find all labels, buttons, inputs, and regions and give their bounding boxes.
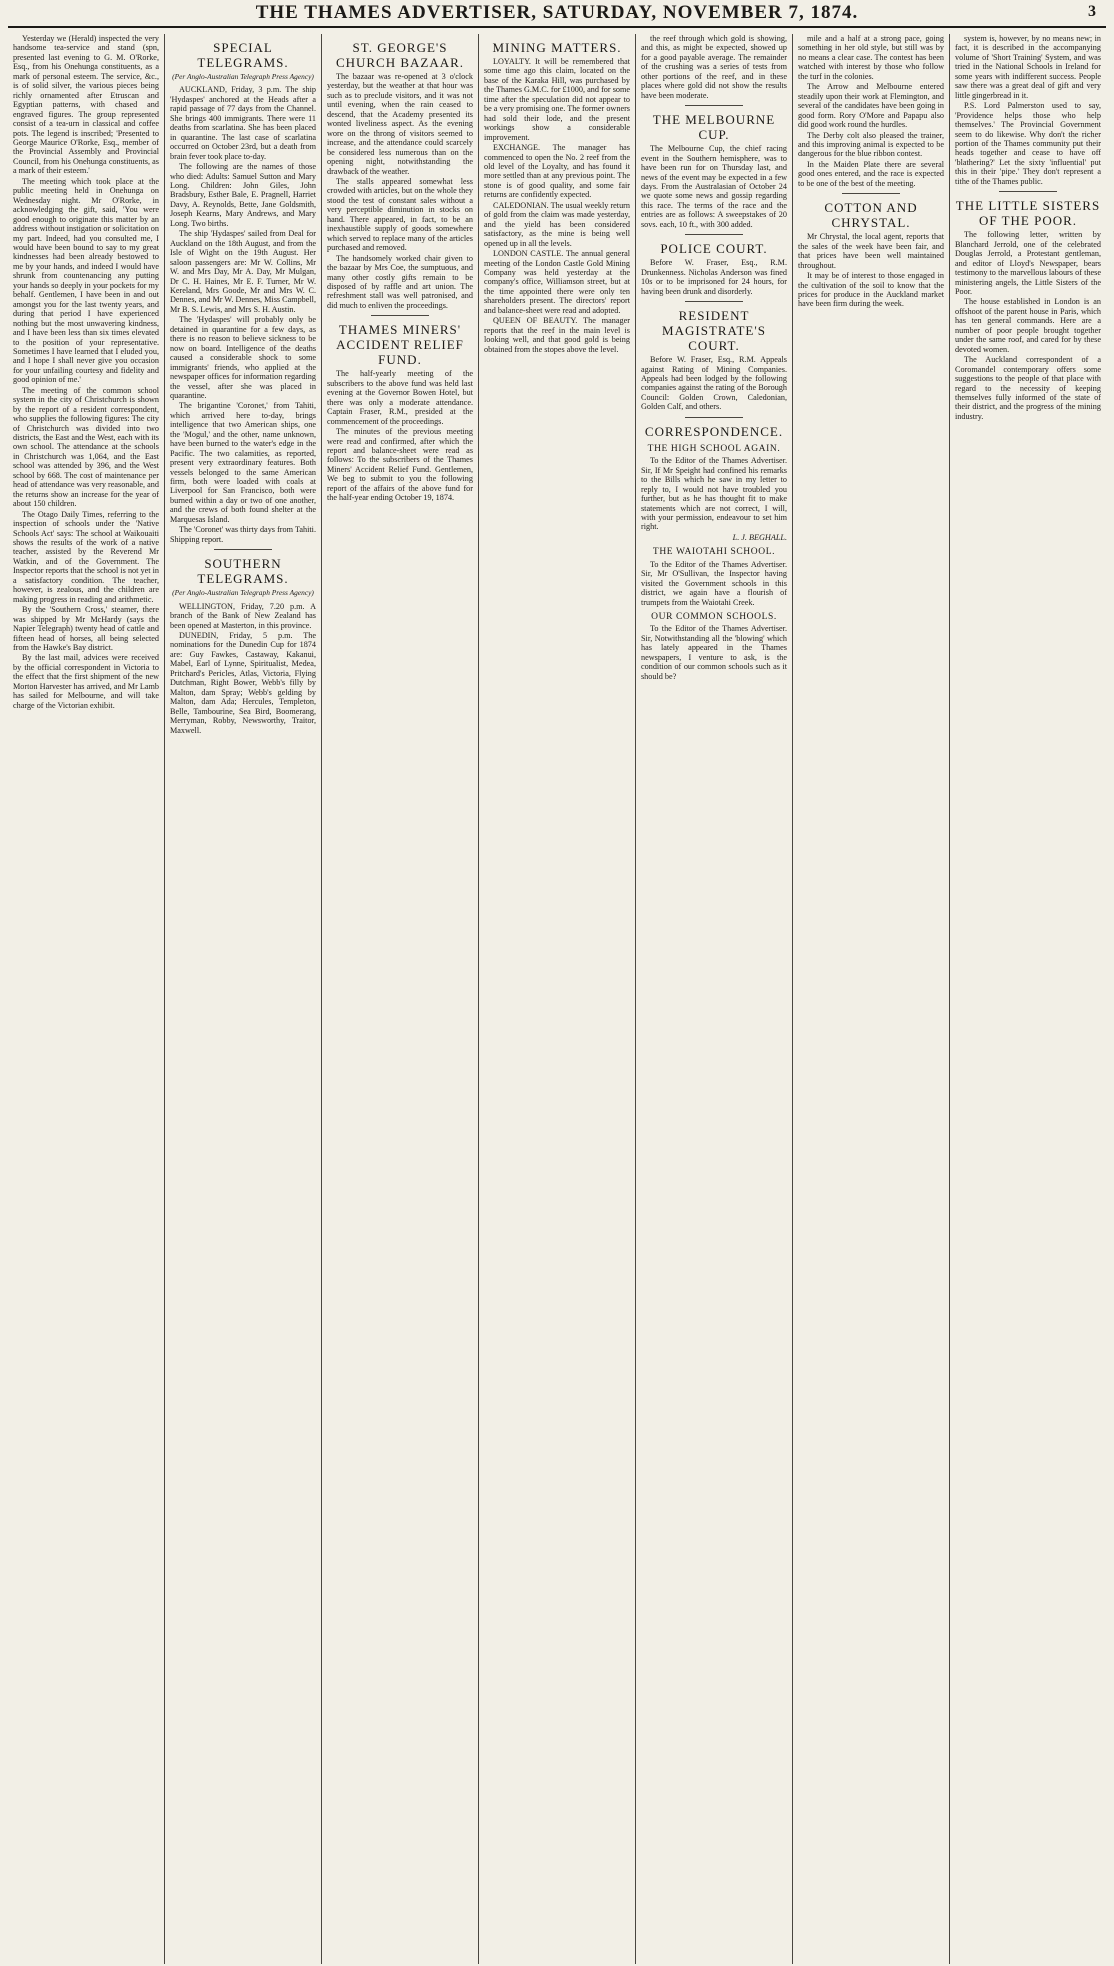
article-paragraph: The minutes of the previous meeting were read and confirmed, after which the report and balance-sheet were read as follows: To the subscribers of the Thames Miners' Accident Relief Fund. Gentlemen, We beg to submit to you the following report of the affairs of the above fund for the half-year ending October 19, 1874.	[327, 427, 473, 503]
article-paragraph: The house established in London is an offshoot of the parent house in Paris, which has ten general commands. Here are a number of poor people brought together under the same roof, and cared for by these devoted women.	[955, 297, 1101, 354]
column-5	[635, 34, 792, 1964]
article-paragraph: The half-yearly meeting of the subscribers to the above fund was held last evening at the Governor Bowen Hotel, but there was only a moderate attendance. Captain Fraser, R.M., presided at the commencement of the proceedings.	[327, 369, 473, 426]
divider	[999, 191, 1057, 192]
article-paragraph: EXCHANGE. The manager has commenced to open the No. 2 reef from the old level of the Loyalty, and has found it more settled than at any previous point. The stone is of good quality, and some fair returns are confidently expected.	[484, 143, 630, 200]
article-paragraph: Mr Chrystal, the local agent, reports that the sales of the week have been fair, and that prices have been well maintained throughout.	[798, 232, 944, 270]
divider	[214, 549, 272, 550]
article-paragraph: WELLINGTON, Friday, 7.20 p.m. A branch of the Bank of New Zealand has been opened at Masterton, in this province.	[170, 601, 316, 630]
article-paragraph: The handsomely worked chair given to the bazaar by Mrs Coe, the sumptuous, and many other costly gifts remain to be disposed of by raffle and art union. The refreshment stall was well patronised, and did much to enliven the proceedings.	[327, 253, 473, 310]
divider	[685, 301, 743, 302]
article-paragraph: The Derby colt also pleased the trainer, and this improving animal is expected to be dangerous for the blue ribbon contest.	[798, 130, 944, 159]
letter-heading: THE WAIOTAHI SCHOOL.	[652, 547, 776, 558]
article-paragraph: AUCKLAND, Friday, 3 p.m. The ship 'Hydaspes' anchored at the Heads after a rapid passage of 77 days from the Channel. She brings 400 immigrants. There were 11 deaths from scarlatina. She has been placed in quarantine. The last case of scarlatina occurred on October 23rd, but a death from brain fever took place to-day.	[170, 85, 316, 161]
article-paragraph: The brigantine 'Coronet,' from Tahiti, which arrived here to-day, brings intelligence that two American ships, one the 'Mogul,' and the other, name unknown, have been burned to the water's edge in the Pacific. The two calamities, as reported, present very extraordinary features. Both vessels belonged to the same American firm, both were loaded with coals at Liverpool for San Francisco, both were burned within a day or two of one another, and the crews of both found shelter at the Marquesas Island.	[170, 401, 316, 524]
article-paragraph: QUEEN OF BEAUTY. The manager reports that the reef in the main level is looking well, and that good gold is being obtained from the stopes above the level.	[484, 316, 630, 354]
article-paragraph: To the Editor of the Thames Advertiser. Sir, If Mr Speight had confined his remarks to the Bills which he saw in my letter to reply to, I would not have troubled you further, but as he has thought fit to make statements which are not correct, I will, with your permission, endeavour to set him right.	[641, 456, 787, 532]
article-paragraph: The 'Hydaspes' will probably only be detained in quarantine for a few days, as there is no reason to believe sickness to be now on board. Intelligence of the deaths caused a considerable shock to some immigrants' friends, who applied at the newspaper offices for information regarding the vessel, after she was placed in quarantine.	[170, 315, 316, 400]
section-heading: THE MELBOURNE CUP.	[652, 112, 776, 143]
section-heading: SOUTHERN TELEGRAMS.	[197, 556, 289, 587]
article-paragraph: The Melbourne Cup, the chief racing event in the Southern hemisphere, was to have been run for on Thursday last, and news of the event may be expected in a few days. From the Australasian of October 24 we quote some news and gossip regarding this race. The terms of the race and the entries are as follows: A sweepstakes of 20 sovs. each, 10 ft., with 300 added.	[641, 144, 787, 229]
article-paragraph: LOYALTY. It will be remembered that some time ago this claim, located on the base of the Karaka Hill, was purchased by the Thames G.M.C. for £1000, and for some time after the speculation did not appear to be a very promising one. The former owners had sold their lode, and the present workings show a considerable improvement.	[484, 57, 630, 142]
article-paragraph: mile and a half at a strong pace, going something in her old style, but still was by no means a clear case. The contest has been watched with interest by those who follow the turf in the colonies.	[798, 34, 944, 81]
article-paragraph: system is, however, by no means new; in fact, it is described in the accompanying volume of 'Short Training' System, and was tried in the National Schools in Ireland for some years with indifferent success. People saw there was a great deal of gift and very little gingerbread in it.	[955, 34, 1101, 100]
section-heading: THE LITTLE SISTERS OF THE POOR.	[955, 198, 1101, 229]
section-heading: RESIDENT MAGISTRATE'S COURT.	[662, 308, 766, 354]
article-paragraph: LONDON CASTLE. The annual general meeting of the London Castle Gold Mining Company was held yesterday at the company's office, Williamson street, but at the time appointed there were only ten shareholders present. The directors' report and balance-sheet were read and adopted.	[484, 249, 630, 315]
article-paragraph: The following letter, written by Blanchard Jerrold, one of the celebrated Douglas Jerrold, a Protestant gentleman, and editor of Lloyd's Newspaper, bears testimony to the marvellous labours of these ministering angels, the Little Sisters of the Poor.	[955, 230, 1101, 296]
article-paragraph: The 'Coronet' was thirty days from Tahiti. Shipping report.	[170, 525, 316, 544]
article-paragraph: The Otago Daily Times, referring to the inspection of schools under the 'Native Schools Act' says: The school at Waikouaiti shows the results of the work of a native teacher, assisted by the Reverend Mr Watkin, and of the Government. The Inspector reports that the school is not yet in a satisfactory condition. The teacher, however, is zealous, and the children are making progress in reading and arithmetic.	[13, 509, 159, 604]
article-paragraph: In the Maiden Plate there are several good ones entered, and the race is expected to be one of the best of the meeting.	[798, 159, 944, 188]
newspaper-title: THE THAMES ADVERTISER, SATURDAY, NOVEMBER 7, 1874.	[255, 2, 859, 23]
column-2	[164, 34, 321, 1964]
page-number: 3	[1088, 3, 1096, 20]
column-3	[321, 34, 478, 1964]
section-heading: ST. GEORGE'S CHURCH BAZAAR.	[335, 40, 465, 70]
article-paragraph: Before W. Fraser, Esq., R.M. Appeals against Rating of Mining Companies. Appeals had been lodged by the following companies against the rating of the Borough Council: Golden Crown, Caledonian, Golden Calf, and others.	[641, 355, 787, 412]
article-paragraph: DUNEDIN, Friday, 5 p.m. The nominations for the Dunedin Cup for 1874 are: Guy Fawkes, Castaway, Kakanui, Mabel, Earl of Lynne, Spiritualist, Medea, Pritchard's Pericles, Atlas, Victoria, Flying Dutchman, Right Bower, Webb's filly by Malton, dam Spray; Webb's gelding by Malton, dam Ada; Hercules, Templeton, Belle, Tambourine, Sea Bird, Boomerang, Merryman, Robby, Newsworthy, Traitor, Maxwell.	[170, 631, 316, 735]
section-heading: CORRESPONDENCE.	[644, 423, 784, 439]
column-7	[949, 34, 1106, 1964]
article-paragraph: The bazaar was re-opened at 3 o'clock yesterday, but the weather at that hour was such as to preclude visitors, and it was not until evening, when the rain ceased to descend, that the Academy presented its wonted liveliness aspect. As the evening wore on the throng of visitors seemed to increase, and the attendance could scarcely be considered less numerous than on the opening night, notwithstanding the drawback of the weather.	[327, 72, 473, 176]
column-1	[8, 34, 164, 1964]
section-heading: MINING MATTERS.	[492, 40, 622, 55]
masthead	[8, 0, 1106, 28]
article-paragraph: The Auckland correspondent of a Coromandel contemporary offers some suggestions to the people of that place with regard to the necessity of keeping themselves fully informed of the state of their district, and the progress of the mining industry.	[955, 355, 1101, 421]
article-paragraph: To the Editor of the Thames Advertiser. Sir, Mr O'Sullivan, the Inspector having visited the Government schools in this district, we again have a flourish of trumpets from the Waiotahi Creek.	[641, 559, 787, 607]
article-paragraph: The ship 'Hydaspes' sailed from Deal for Auckland on the 18th August, and from the Isle of Wight on the 19th August. Her saloon passengers are: Mr W. Collins, Mr W. and Mrs Day, Mr A. Day, Mr Mulgan, Dr C. H. Haines, Mr E. F. Turner, Mr W. Kereland, Mrs Goode, Mr and Mrs W. C. Dennes, and Mr W. Dennes, Miss Campbell, Mr B. S. Lewis, and Mrs S. H. Austin.	[170, 229, 316, 314]
article-paragraph: CALEDONIAN. The usual weekly return of gold from the claim was made yesterday, and the yield has been considered satisfactory, as the mine is being well opened up in all the levels.	[484, 200, 630, 248]
article-paragraph: The following are the names of those who died: Adults: Samuel Sutton and Mary Long. Children: John Giles, John Bradsbury, Esther Bale, E. Pragnell, Harriet Davy, A. Reynolds, Bette, Jane Goldsmith, Joseph Kearns, Mary Andrews, and Mary Long. Two births.	[170, 162, 316, 228]
article-paragraph: By the 'Southern Cross,' steamer, there was shipped by Mr McHardy (says the Napier Telegraph) twenty head of cattle and fifteen head of horses, all being selected from the Hawke's Bay district.	[13, 605, 159, 652]
article-paragraph: the reef through which gold is showing, and this, as might be expected, showed up for a good payable average. The remainder of the crushing was a series of tests from other portions of the reef, and in these places where gold did not show the results have been moderate.	[641, 34, 787, 100]
divider	[685, 234, 743, 235]
column-6	[792, 34, 949, 1964]
divider	[685, 105, 743, 106]
article-paragraph: By the last mail, advices were received by the official correspondent in Victoria to the effect that the first shipment of the new Morton Harvester has arrived, and Mr Lamb has sailed for Melbourne, and will take charge of the Victorian exhibit.	[13, 653, 159, 710]
section-heading: THAMES MINERS' ACCIDENT RELIEF FUND.	[336, 322, 464, 368]
article-paragraph: The stalls appeared somewhat less crowded with articles, but on the whole they stood the test of constant sales without a very perceptible diminution in stocks on hand. There appeared, in fact, to be an inexhaustible supply of goods somewhere which served to replace many of the articles purchased and removed.	[327, 176, 473, 253]
divider	[685, 417, 743, 418]
section-heading: POLICE COURT.	[660, 241, 768, 257]
article-paragraph: Yesterday we (Herald) inspected the very handsome tea-service and stand (spn, presented last evening to G. M. O'Rorke, Esq., from his Onehunga constituents, as a mark of personal esteem. The service, &c., is of solid silver, the various pieces being richly ornamented after Etruscan and Egyptian patterns, with chased and engraved figures. The group represented consist of a tea-urn in classical and coffee pots. The legend is inscribed; 'Presented to George Maurice O'Rorke, Esq., member of the Provincial Assembly and Provincial Council, from his Onehunga constituents, as a mark of their esteem.'	[13, 34, 159, 176]
columns	[8, 34, 1106, 1964]
divider	[371, 315, 429, 316]
article-paragraph: P.S. Lord Palmerston used to say, 'Providence helps those who help themselves.' The Provincial Government seem to do likewise. Why don't the richer portion of the Thames community put their heads together and cease to have off 'blathering?' Let the sixty 'influential' put this in their 'pipe.' They don't represent a tithe of the Thames public.	[955, 101, 1101, 186]
letter-signature: L. J. BEGHALL.	[732, 532, 787, 542]
section-subheading: (Per Anglo-Australian Telegraph Press Agency)	[172, 588, 314, 598]
article-paragraph: The Arrow and Melbourne entered steadily upon their work at Flemington, and several of the candidates have been going in good form. Rory O'More and Papapu also did good work round the hurdles.	[798, 82, 944, 130]
article-paragraph: The meeting of the common school system in the city of Christchurch is shown by the report of a resident correspondent, who supplies the following figures: The city of Christchurch was divided into two districts, the East and the West, each with its own school. The attendance at the schools in Christchurch was 1,064, and the East school was attended by 396, and the West school by 668. The cost of maintenance per head of attendance was very reasonable, and the returns show an increase for the year of about 150 children.	[13, 385, 159, 509]
letter-heading: OUR COMMON SCHOOLS.	[651, 612, 777, 623]
article-paragraph: To the Editor of the Thames Advertiser. Sir, Notwithstanding all the 'blowing' which has lately appeared in the Thames newspapers, I venture to ask, is the condition of our common schools such as it should be?	[641, 624, 787, 681]
section-subheading: (Per Anglo-Australian Telegraph Press Agency)	[172, 72, 314, 81]
divider	[842, 193, 900, 194]
letter-heading: THE HIGH SCHOOL AGAIN.	[647, 443, 781, 454]
section-heading: SPECIAL TELEGRAMS.	[197, 40, 289, 70]
article-paragraph: The meeting which took place at the public meeting held in Onehunga on Wednesday night. Mr O'Rorke, in acknowledging the gift, said, 'You were good enough to originate this matter by an address without instigation or solicitation on my part. Indeed, had you consulted me, I would have been bound to say to my great kindnesses had been already bestowed to me by your hands, and indeed I would have shrunk from countenancing any putting your hands so deeply in your pockets for my behalf. Gentlemen, I have been in and out amongst you for the last twenty years, and during that period I have experienced nothing but the most unwavering kindness, and I have been less than six times elevated to the position of your representative. Sometimes I have learned that I eluded you, and I hope I shall never give you occasion for your unfailing courtesy and fidelity and good opinion of me.'	[13, 176, 159, 385]
article-paragraph: It may be of interest to those engaged in the cultivation of the soil to know that the prices for produce in the Auckland market have been firm during the week.	[798, 271, 944, 309]
section-heading: COTTON AND CHRYSTAL.	[824, 200, 918, 231]
column-4	[478, 34, 635, 1964]
article-paragraph: Before W. Fraser, Esq., R.M. Drunkenness. Nicholas Anderson was fined 10s or to be imprisoned for 24 hours, for having been drunk and disorderly.	[641, 258, 787, 296]
